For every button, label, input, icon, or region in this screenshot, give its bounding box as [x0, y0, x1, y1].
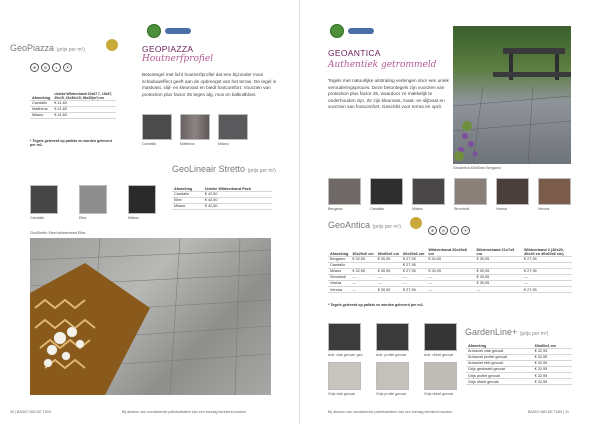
terrace-photo	[453, 26, 571, 164]
gardenline-table	[466, 342, 572, 385]
geolineair-table	[172, 178, 272, 210]
table-row: Milano € 41,60	[30, 112, 116, 118]
swatch-label: Grijs profiel gecoat	[376, 392, 406, 396]
swatch-label: Stromboli	[454, 207, 470, 211]
swatch-milano	[412, 178, 445, 205]
swatch-verona	[538, 178, 571, 205]
product-title: GEOANTICA	[328, 48, 381, 58]
garden-logo-icon	[330, 24, 344, 38]
swatch-camtallo	[30, 185, 58, 214]
label-logo-icon	[348, 28, 374, 34]
patio-photo-drawing	[30, 238, 271, 395]
table-row: Camtallo € 42,50	[172, 191, 272, 197]
swatch-label: Bergamo	[328, 207, 343, 211]
color-icon: ◐	[52, 63, 61, 72]
table-header: Unieke Wildverband Pack	[203, 178, 272, 191]
swatch-label: Antr. vlak gecoat. geo	[328, 353, 363, 357]
swatch-label: Verona	[538, 207, 550, 211]
swatch-label: Camtallo	[142, 142, 157, 146]
table-header: Unieke Wildverband 20x67.7, 15x67, 30x15, 15x30x15, 36x30(m²) cm	[52, 70, 116, 100]
swatch-label: Grijs vlak gecoat	[328, 392, 355, 396]
gardenline-heading: GardenLine+ (prijs per m²)	[465, 327, 549, 337]
swatch-vesbia	[496, 178, 529, 205]
swatch-camtallo	[142, 114, 172, 140]
footer-disclaimer: Bij afname van onvoldoende palletsafvallen kan een toeslag berekend worden.	[122, 410, 248, 414]
table-header-row: Afwerking 60x60x4 cm	[466, 342, 572, 348]
footer: BASIS VAN DE TUIN | 31	[528, 410, 569, 414]
table-header: Afwerking	[30, 70, 52, 100]
swatch-bergamo	[328, 178, 361, 205]
garden-logo-icon	[147, 24, 161, 38]
product-description: Betontegel met licht houtnerfprofiel dat een bijzonder mooi schaduweffect geeft aan de opbrengst van het terras. De tegel is mastvast, slijt- en kleurvast en biedt footcomfort. Voorzien van protection plus factor 25 tegen alg, mos en kalkuitbloei.	[142, 72, 277, 97]
table-row: Antraciet profiel gecoat € 32,95	[466, 354, 572, 360]
swatch-label: Grijs ribbel gecoat	[424, 392, 453, 396]
quality-seal-icon	[106, 39, 118, 51]
geopiazza-note: * Tegels geleverd op pallets en worden geleverd per m2.	[30, 139, 112, 148]
table-header-row: Afwerking 30x20x6 cm 60x60x6 cm 60x30x6 cm Wildverband 20x40x6 cm Dikteverband 21x7x6 cm Wildverband 2 (40x20, 40x40 en 40x60x6 cm)	[328, 234, 572, 256]
table-row: Mattheus € 41,60	[30, 106, 116, 112]
swatch-grijs-vlak	[328, 362, 361, 390]
table-row: Grijs gestraald gecoat € 32,95	[466, 366, 572, 372]
color-icon: ◐	[450, 226, 459, 235]
table-row: Antraciet ribb gecoat € 32,95	[466, 360, 572, 366]
patio-photo	[30, 238, 271, 395]
footer: 30 | BASIS VAN DE TUIN	[10, 410, 51, 414]
photo-caption: GeoAntica 60x60xm Bergamo	[453, 166, 501, 170]
table-row: Elbe € 42,50	[172, 197, 272, 203]
swatch-label: Milano	[128, 216, 139, 220]
photo-caption: GeoStretto Steel wildverband Elba	[30, 231, 85, 235]
table-row: Antraciet vlak gecoat € 32,95	[466, 348, 572, 354]
geoantica-table	[328, 234, 572, 293]
geoantica-note: * Tegels geleverd op pallets en worden geleverd per m2.	[328, 303, 424, 307]
swatch-label: Vesbia	[496, 207, 507, 211]
swatch-mattheus	[180, 114, 210, 140]
walk-icon: ⦿	[63, 63, 72, 72]
product-subtitle: Houtnerfprofiel	[142, 54, 214, 64]
product-title: GEOPIAZZA	[142, 44, 194, 54]
table-row: Bergamo € 32,95 € 30,95 € 27,95 € 34,95 € 30,95 € 27,95	[328, 256, 572, 262]
swatch-label: Milano	[218, 142, 229, 146]
table-row: Stromboli --- --- --- --- € 30,95 ---	[328, 274, 572, 280]
geoantica-heading: GeoAntica (prijs per m²)	[328, 220, 401, 230]
product-description: Tegels met natuurlijke uitstraling verlengen door een uniek verouderingsproces. Deze betontegels zijn voorzien van protection plus factor 25, waardoor ze makkelijk te onderhouden zijn. Ze zijn kleurvast, maat- en slijtvast en voorzien van footcomfort. Geschikt voor terras en oprit.	[328, 78, 449, 110]
swatch-label: Antr. ribbel gecoat	[424, 353, 453, 357]
frost-icon: ❄	[428, 226, 437, 235]
table-row: Camtallo € 27,95	[328, 262, 572, 268]
table-row: Vesbia --- --- --- --- € 30,95 ---	[328, 280, 572, 286]
swatch-milano	[218, 114, 248, 140]
swatch-label: Camtallo	[370, 207, 385, 211]
table-header: Afwerking	[172, 178, 203, 191]
table-row: Verona --- € 30,95 € 27,95 --- --- € 27,95	[328, 286, 572, 292]
swatch-camtallo	[370, 178, 403, 205]
geopiazza-heading: GeoPiazza (prijs per m²)	[10, 43, 85, 53]
swatch-label: Mattheus	[180, 142, 195, 146]
table-row: Milano € 32,95 € 30,95 € 27,95 € 34,95 € 30,95 € 27,95	[328, 268, 572, 274]
label-logo-icon	[165, 28, 191, 34]
geolineair-heading: GeoLineair Stretto (prijs per m²)	[172, 164, 276, 174]
terrace-photo-drawing	[453, 26, 571, 164]
swatch-stromboli	[454, 178, 487, 205]
footer-disclaimer: Bij afname van onvoldoende palletsafvallen kan een toeslag berekend worden.	[328, 410, 454, 414]
swatch-label: Elba	[79, 216, 87, 220]
quality-seal-icon	[410, 217, 422, 229]
table-row: Grijs profiel gecoat € 32,95	[466, 372, 572, 378]
walk-icon: ⦿	[461, 226, 470, 235]
swatch-milano	[128, 185, 156, 214]
swatch-label: Antr. profiel gecoat	[376, 353, 406, 357]
swatch-grijs-profiel	[376, 362, 409, 390]
frost-icon: ❄	[30, 63, 39, 72]
swatch-elba	[79, 185, 107, 214]
table-row: Milano € 42,50	[172, 203, 272, 209]
right-page	[300, 0, 600, 424]
geopiazza-table	[30, 70, 116, 119]
swatch-grijs-ribbel	[424, 362, 457, 390]
swatch-label: Milano	[412, 207, 423, 211]
swatch-antr-profiel	[376, 323, 409, 351]
product-subtitle: Authentiek getrommeld	[328, 60, 437, 70]
swatch-antr-vlak	[328, 323, 361, 351]
wear-icon: ◎	[41, 63, 50, 72]
wear-icon: ◎	[439, 226, 448, 235]
swatch-label: Camtallo	[30, 216, 45, 220]
table-row: Grijs ribbel gecoat € 32,95	[466, 379, 572, 385]
swatch-antr-ribbel	[424, 323, 457, 351]
table-row: Camtallo € 41,60	[30, 100, 116, 106]
